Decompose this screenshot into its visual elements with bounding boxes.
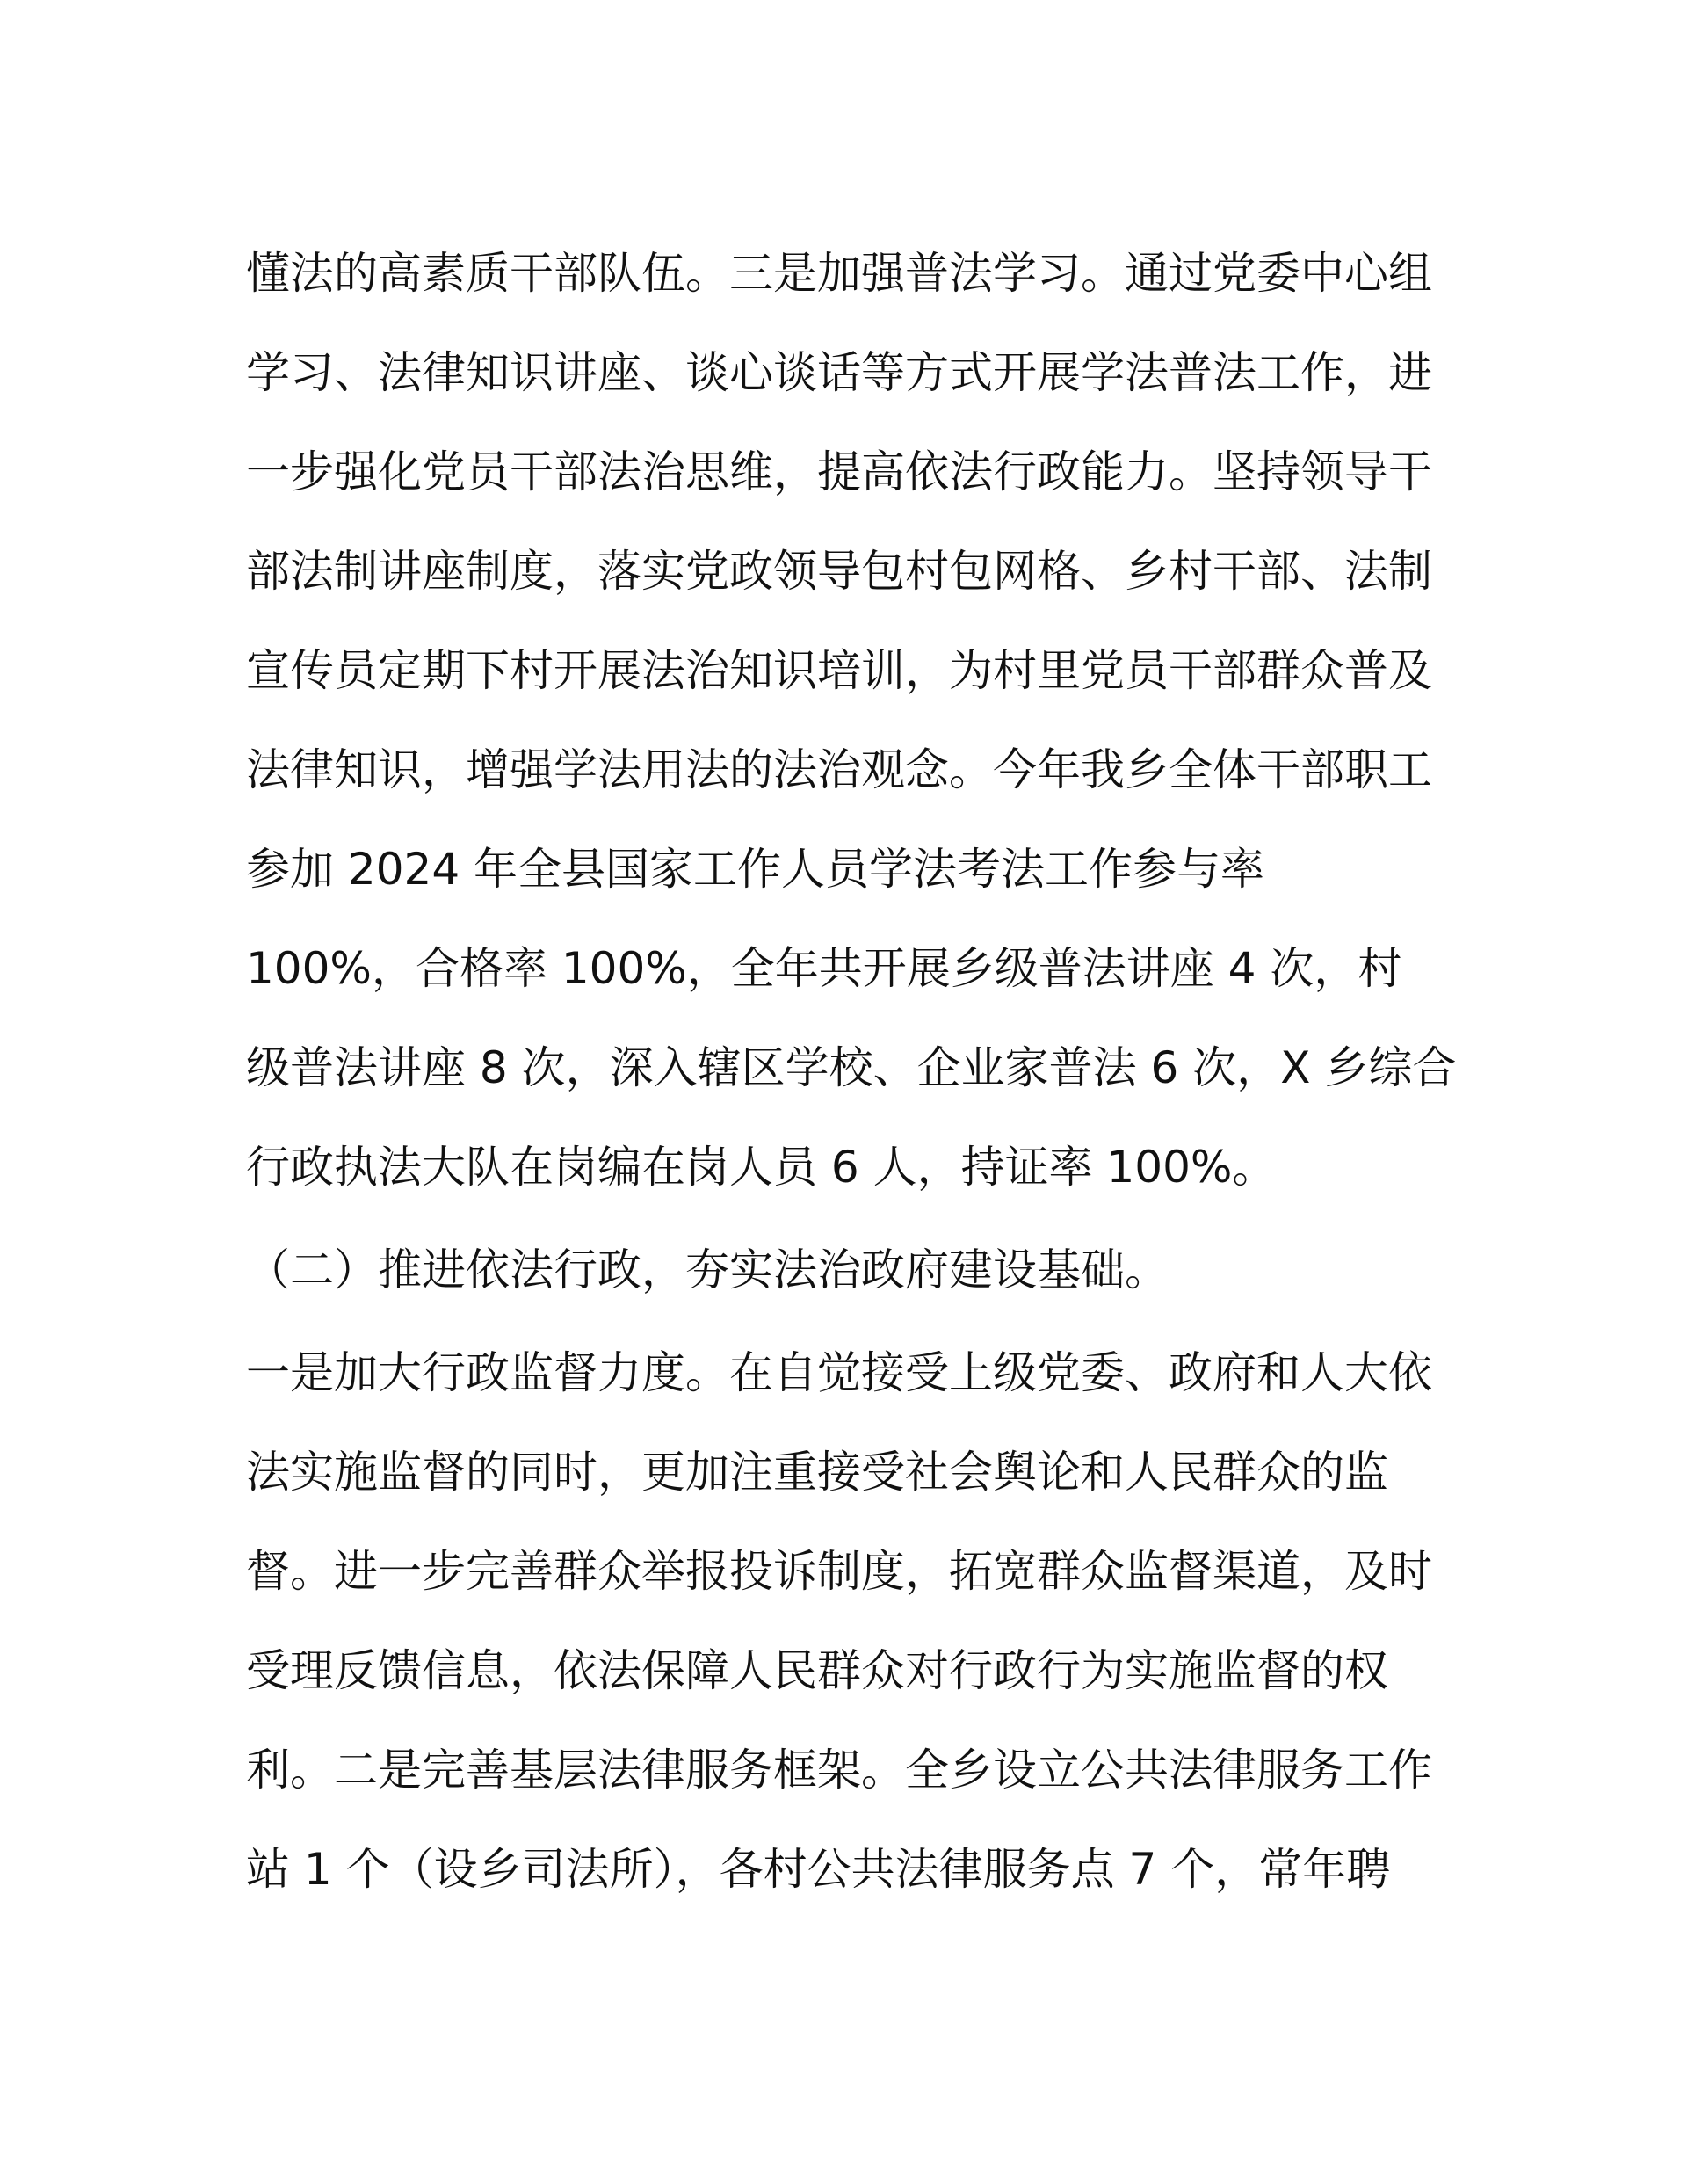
- text-line: 法实施监督的同时，更加注重接受社会舆论和人民群众的监: [246, 1447, 1388, 1498]
- paragraph-2: [246, 1324, 1476, 1919]
- text-line: 参加 2024 年全县国家工作人员学法考法工作参与率: [246, 844, 1265, 895]
- section-heading: （二）推进依法行政，夯实法治政府建设基础。: [246, 1244, 1169, 1295]
- text-line: 宣传员定期下村开展法治知识培训，为村里党员干部群众普及: [246, 645, 1432, 696]
- text-line: 行政执法大队在岗编在岗人员 6 人，持证率 100%。: [246, 1142, 1277, 1193]
- text-line: 一步强化党员干部法治思维，提高依法行政能力。坚持领导干: [246, 446, 1432, 497]
- document-body: [246, 224, 1476, 1919]
- text-line: 级普法讲座 8 次，深入辖区学校、企业家普法 6 次，X 乡综合: [246, 1042, 1457, 1093]
- text-line: 站 1 个（设乡司法所），各村公共法律服务点 7 个，常年聘: [246, 1844, 1391, 1895]
- text-line: 利。二是完善基层法律服务框架。全乡设立公共法律服务工作: [246, 1745, 1432, 1796]
- text-line: 受理反馈信息，依法保障人民群众对行政行为实施监督的权: [246, 1645, 1388, 1696]
- paragraph-1: [246, 224, 1476, 1217]
- text-line: 督。进一步完善群众举报投诉制度，拓宽群众监督渠道，及时: [246, 1546, 1432, 1597]
- text-line: 部法制讲座制度，落实党政领导包村包网格、乡村干部、法制: [246, 546, 1432, 597]
- text-line: 一是加大行政监督力度。在自觉接受上级党委、政府和人大依: [246, 1347, 1432, 1398]
- text-line: 学习、法律知识讲座、谈心谈话等方式开展学法普法工作，进: [246, 347, 1432, 398]
- text-line: 100%，合格率 100%，全年共开展乡级普法讲座 4 次，村: [246, 943, 1402, 994]
- text-line: 法律知识，增强学法用法的法治观念。今年我乡全体干部职工: [246, 744, 1432, 795]
- text-line: 懂法的高素质干部队伍。三是加强普法学习。通过党委中心组: [246, 248, 1432, 299]
